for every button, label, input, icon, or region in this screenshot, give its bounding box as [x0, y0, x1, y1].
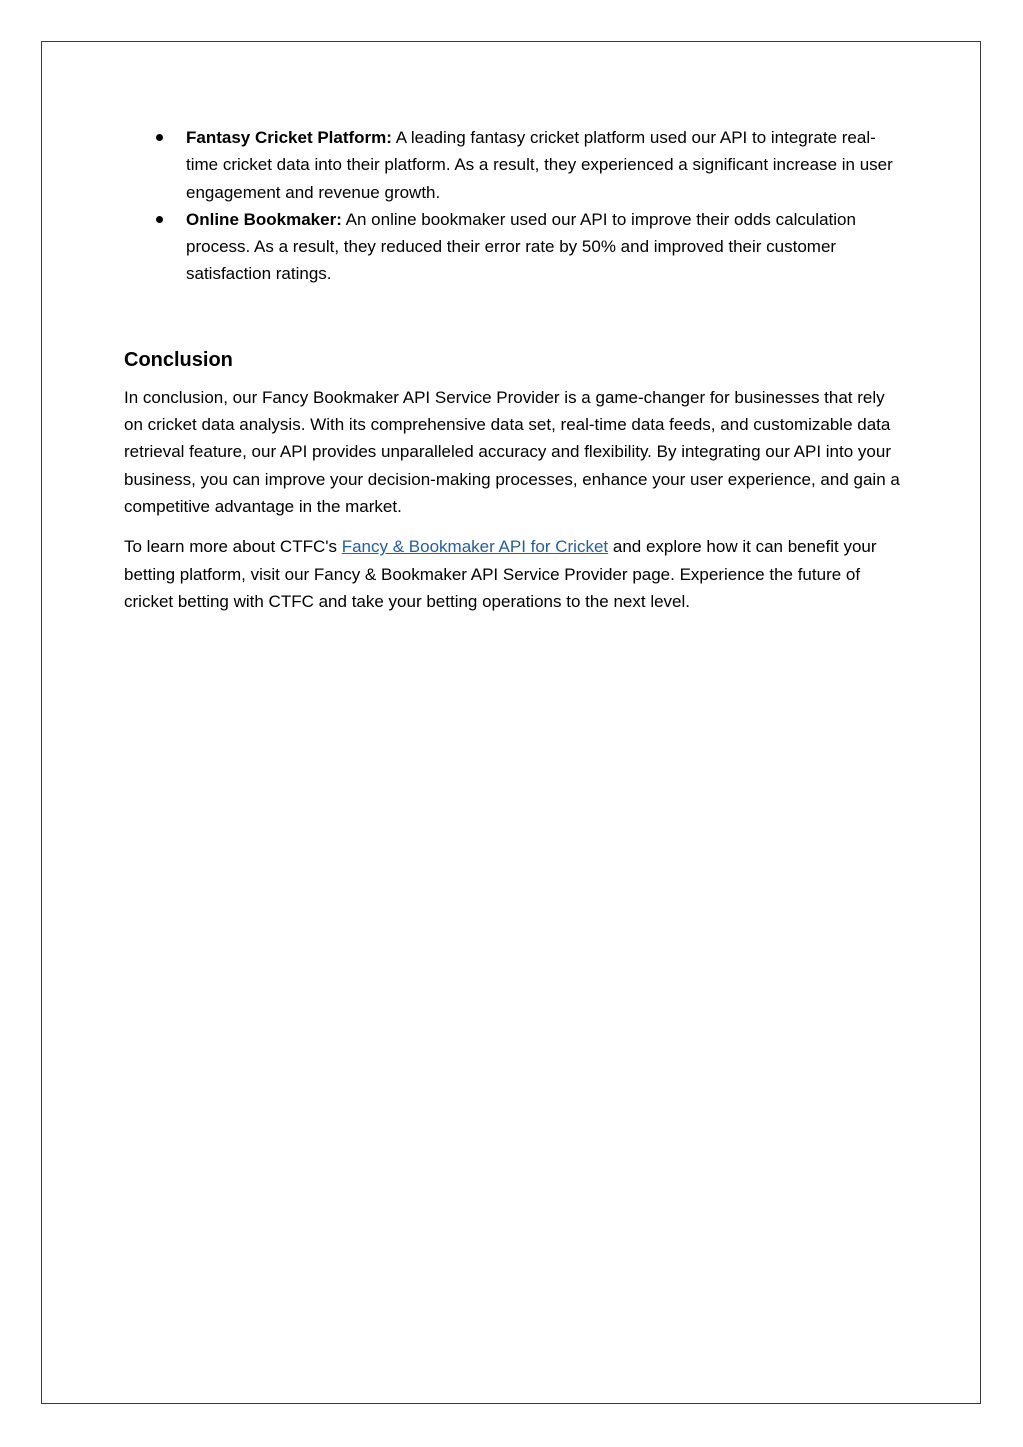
list-item-title: Online Bookmaker: — [186, 209, 342, 229]
list-item — [124, 206, 904, 288]
list-item — [124, 124, 904, 206]
list-item-text: A leading fantasy cricket platform used our API to integrate real-time cricket data into their platform. As a result, they experienced a significant increase in user engagement and revenue growth. — [186, 128, 893, 202]
case-study-list — [124, 124, 904, 288]
conclusion-heading: Conclusion — [124, 348, 233, 371]
fancy-bookmaker-api-link[interactable]: Fancy & Bookmaker API for Cricket — [341, 537, 609, 557]
cta-text-after: and explore how it can benefit your betting platform, visit our Fancy & Bookmaker API Service Provider page. Experience the future of cricket betting with CTFC and take your betting operations to the next level. — [124, 537, 877, 611]
bullet-icon — [156, 216, 163, 223]
call-to-action-paragraph — [124, 533, 904, 615]
conclusion-paragraph: In conclusion, our Fancy Bookmaker API Service Provider is a game-changer for businesses that rely on cricket data analysis. With its comprehensive data set, real-time data feeds, and customizable data retrieval feature, our API provides unparalleled accuracy and flexibility. By integrating our API into your business, you can improve your decision-making processes, enhance your user experience, and gain a competitive advantage in the market. — [124, 387, 900, 516]
list-item-title: Fantasy Cricket Platform: — [186, 128, 392, 147]
list-item-text: An online bookmaker used our API to improve their odds calculation process. As a result, they reduced their error rate by 50% and improved their customer satisfaction ratings. — [186, 209, 856, 284]
cta-text-before: To learn more about CTFC's — [124, 537, 342, 557]
bullet-icon — [156, 134, 163, 141]
document-content — [124, 124, 904, 628]
